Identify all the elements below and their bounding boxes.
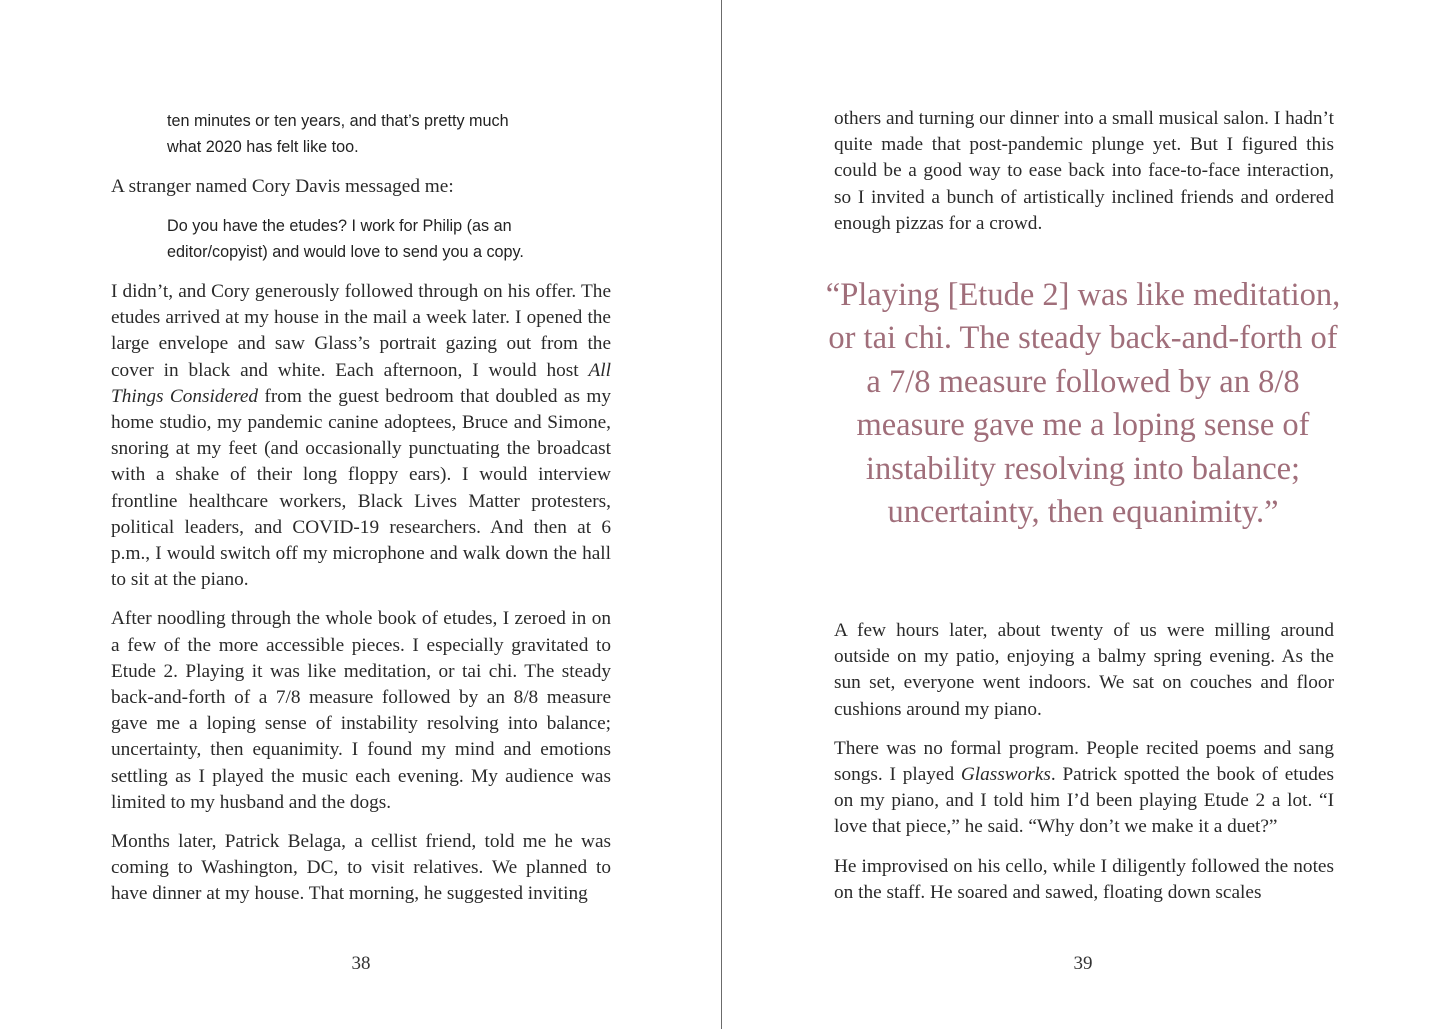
text-block <box>111 174 611 213</box>
email-line: ten minutes or ten years, and that’s pretty much <box>167 112 509 130</box>
text-run: I didn’t, and Cory generously followed through on his offer. The etudes arrived at my house in the mail a week later. I opened the large envelope and saw Glass’s portrait gazing out from the cover in black and white. Each afternoon, I would host <box>111 281 611 381</box>
email-quote-block <box>167 108 587 160</box>
body-paragraph: A stranger named Cory Davis messaged me: <box>111 176 454 197</box>
text-run: . Patrick spotted the book of etudes on my piano, and I told him I’d been playing Etude 2 a lot. “I love that piece,” he said. “Why don’t we make it a duet?” <box>834 764 1334 838</box>
italic-title: All Things Considered <box>111 359 611 407</box>
text-block <box>834 106 1334 250</box>
page-number: 38 <box>351 953 371 974</box>
body-paragraph: others and turning our dinner into a small musical salon. I hadn’t quite made that post-pandemic plunge yet. But I figured this could be a good way to ease back into face-to-face interaction, so I invited a bunch of artistically inclined friends and ordered enough pizzas for a crowd. <box>834 108 1334 234</box>
text-run: from the guest bedroom that doubled as my home studio, my pandemic canine adoptees, Bruce and Simone, snoring at my feet (and occasionally punctuating the broadcast with a shake of their long floppy ears). I would interview frontline healthcare workers, Black Lives Matter protesters, political leaders, and COVID-19 researchers. And then at 6 p.m., I would switch off my microphone and walk down the hall to sit at the piano. <box>111 385 611 591</box>
body-paragraph: A few hours later, about twenty of us were milling around outside on my patio, enjoying a balmy spring evening. As the sun set, everyone went indoors. We sat on couches and floor cushions around my piano. <box>834 620 1334 720</box>
body-paragraph <box>834 736 1334 841</box>
right-page <box>722 0 1445 1029</box>
body-paragraph: After noodling through the whole book of etudes, I zeroed in on a few of the more accessible pieces. I especially gravitated to Etude 2. Playing it was like meditation, or tai chi. The steady back-and-forth of a 7/8 measure followed by an 8/8 measure gave me a loping sense of instability resolving into balance; uncertainty, then equanimity. I found my mind and emotions settling as I played the music each evening. My audience was limited to my husband and the dogs. <box>111 608 611 813</box>
email-line: editor/copyist) and would love to send you a copy. <box>167 243 524 261</box>
email-quote-block <box>167 213 587 265</box>
text-block <box>111 279 611 921</box>
body-paragraph: Months later, Patrick Belaga, a cellist friend, told me he was coming to Washington, DC, to visit relatives. We planned to have dinner at my house. That morning, he suggested inviting <box>111 831 611 905</box>
italic-title: Glassworks <box>960 764 1051 786</box>
body-paragraph <box>111 279 611 593</box>
email-line: what 2020 has felt like too. <box>167 138 359 156</box>
left-page <box>0 0 721 1029</box>
text-block <box>834 618 1334 919</box>
email-line: Do you have the etudes? I work for Philip (as an <box>167 217 512 235</box>
pull-quote: “Playing [Etude 2] was like meditation, or tai chi. The steady back-and-forth of a 7/8 measure followed by an 8/8 measure gave me a loping sense of instability resolving into balance; uncertainty, then equanimity.” <box>825 277 1341 531</box>
page-number: 39 <box>1073 953 1093 974</box>
body-paragraph: He improvised on his cello, while I diligently followed the notes on the staff. He soared and sawed, floating down scales <box>834 855 1334 903</box>
text-run: There was no formal program. People recited poems and sang songs. I played <box>834 737 1334 786</box>
